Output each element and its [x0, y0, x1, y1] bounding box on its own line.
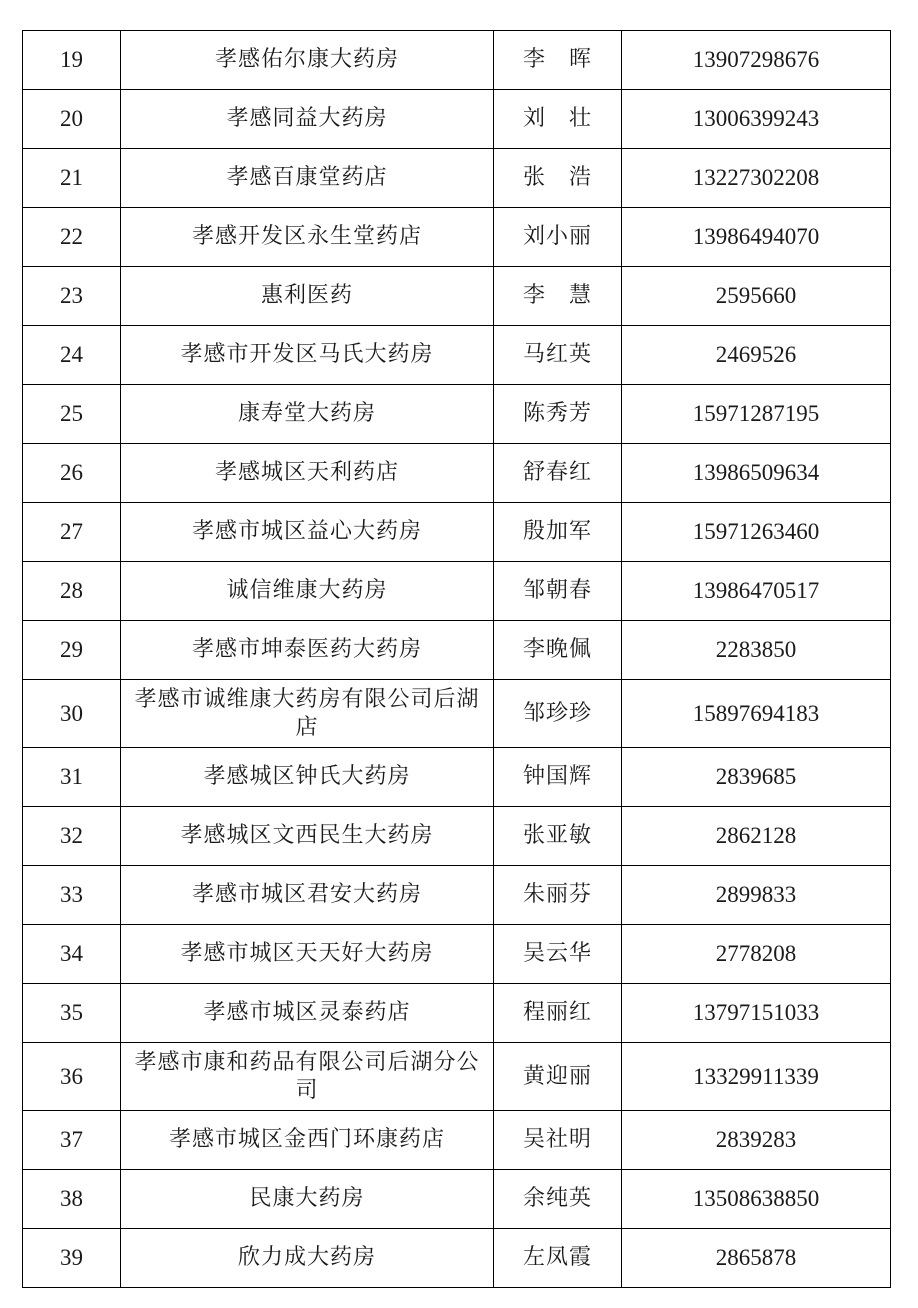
pharmacy-name: 诚信维康大药房 [121, 562, 494, 621]
contact-person: 吴社明 [494, 1111, 622, 1170]
contact-person: 程丽红 [494, 984, 622, 1043]
row-number: 33 [23, 866, 121, 925]
row-number: 23 [23, 267, 121, 326]
table-row [23, 31, 891, 90]
table-row [23, 503, 891, 562]
phone-number: 13006399243 [622, 90, 891, 149]
phone-number: 2862128 [622, 807, 891, 866]
contact-person: 李 晖 [494, 31, 622, 90]
row-number: 19 [23, 31, 121, 90]
phone-number: 13907298676 [622, 31, 891, 90]
contact-person: 刘 壮 [494, 90, 622, 149]
table-row [23, 807, 891, 866]
table-row [23, 562, 891, 621]
pharmacy-name: 孝感城区钟氏大药房 [121, 748, 494, 807]
table-row [23, 1229, 891, 1288]
contact-person: 马红英 [494, 326, 622, 385]
pharmacy-name: 孝感城区文西民生大药房 [121, 807, 494, 866]
phone-number: 2899833 [622, 866, 891, 925]
table-row [23, 925, 891, 984]
table-row [23, 984, 891, 1043]
table-row [23, 326, 891, 385]
row-number: 34 [23, 925, 121, 984]
contact-person: 张亚敏 [494, 807, 622, 866]
phone-number: 13508638850 [622, 1170, 891, 1229]
table-row [23, 208, 891, 267]
pharmacy-name: 孝感百康堂药店 [121, 149, 494, 208]
row-number: 20 [23, 90, 121, 149]
row-number: 28 [23, 562, 121, 621]
pharmacy-name: 孝感市城区灵泰药店 [121, 984, 494, 1043]
row-number: 37 [23, 1111, 121, 1170]
phone-number: 13986509634 [622, 444, 891, 503]
phone-number: 2469526 [622, 326, 891, 385]
phone-number: 15897694183 [622, 680, 891, 748]
contact-person: 钟国辉 [494, 748, 622, 807]
contact-person: 左凤霞 [494, 1229, 622, 1288]
phone-number: 13227302208 [622, 149, 891, 208]
table-row [23, 621, 891, 680]
pharmacy-name: 孝感市城区君安大药房 [121, 866, 494, 925]
row-number: 27 [23, 503, 121, 562]
contact-person: 吴云华 [494, 925, 622, 984]
pharmacy-name: 孝感开发区永生堂药店 [121, 208, 494, 267]
table-row [23, 444, 891, 503]
pharmacy-name: 孝感同益大药房 [121, 90, 494, 149]
contact-person: 陈秀芳 [494, 385, 622, 444]
table-row [23, 1043, 891, 1111]
table-row [23, 1111, 891, 1170]
row-number: 26 [23, 444, 121, 503]
pharmacy-name: 孝感市坤泰医药大药房 [121, 621, 494, 680]
contact-person: 邹朝春 [494, 562, 622, 621]
pharmacy-name: 惠利医药 [121, 267, 494, 326]
contact-person: 舒春红 [494, 444, 622, 503]
row-number: 36 [23, 1043, 121, 1111]
pharmacy-name: 欣力成大药房 [121, 1229, 494, 1288]
row-number: 22 [23, 208, 121, 267]
contact-person: 黄迎丽 [494, 1043, 622, 1111]
table-row [23, 385, 891, 444]
contact-person: 李晚佩 [494, 621, 622, 680]
table-row [23, 1170, 891, 1229]
pharmacy-name: 孝感市城区益心大药房 [121, 503, 494, 562]
contact-person: 朱丽芬 [494, 866, 622, 925]
table-row [23, 866, 891, 925]
phone-number: 2839283 [622, 1111, 891, 1170]
row-number: 35 [23, 984, 121, 1043]
row-number: 39 [23, 1229, 121, 1288]
phone-number: 15971263460 [622, 503, 891, 562]
pharmacy-name: 孝感市城区金西门环康药店 [121, 1111, 494, 1170]
pharmacy-contact-table [22, 30, 891, 1288]
phone-number: 2283850 [622, 621, 891, 680]
row-number: 24 [23, 326, 121, 385]
row-number: 38 [23, 1170, 121, 1229]
pharmacy-name: 民康大药房 [121, 1170, 494, 1229]
phone-number: 13986494070 [622, 208, 891, 267]
row-number: 31 [23, 748, 121, 807]
phone-number: 13329911339 [622, 1043, 891, 1111]
table-row [23, 90, 891, 149]
phone-number: 15971287195 [622, 385, 891, 444]
phone-number: 2839685 [622, 748, 891, 807]
phone-number: 13986470517 [622, 562, 891, 621]
pharmacy-name: 孝感市城区天天好大药房 [121, 925, 494, 984]
table-row [23, 267, 891, 326]
pharmacy-name: 孝感佑尔康大药房 [121, 31, 494, 90]
table-row [23, 149, 891, 208]
contact-person: 邹珍珍 [494, 680, 622, 748]
row-number: 32 [23, 807, 121, 866]
pharmacy-name: 孝感市诚维康大药房有限公司后湖店 [121, 680, 494, 748]
phone-number: 2778208 [622, 925, 891, 984]
contact-person: 李 慧 [494, 267, 622, 326]
row-number: 21 [23, 149, 121, 208]
pharmacy-name: 康寿堂大药房 [121, 385, 494, 444]
table-row [23, 748, 891, 807]
phone-number: 13797151033 [622, 984, 891, 1043]
pharmacy-name: 孝感市康和药品有限公司后湖分公司 [121, 1043, 494, 1111]
contact-person: 张 浩 [494, 149, 622, 208]
row-number: 25 [23, 385, 121, 444]
pharmacy-name: 孝感城区天利药店 [121, 444, 494, 503]
pharmacy-table-body [23, 31, 891, 1288]
pharmacy-name: 孝感市开发区马氏大药房 [121, 326, 494, 385]
contact-person: 刘小丽 [494, 208, 622, 267]
phone-number: 2865878 [622, 1229, 891, 1288]
row-number: 29 [23, 621, 121, 680]
row-number: 30 [23, 680, 121, 748]
phone-number: 2595660 [622, 267, 891, 326]
contact-person: 余纯英 [494, 1170, 622, 1229]
contact-person: 殷加军 [494, 503, 622, 562]
table-row [23, 680, 891, 748]
